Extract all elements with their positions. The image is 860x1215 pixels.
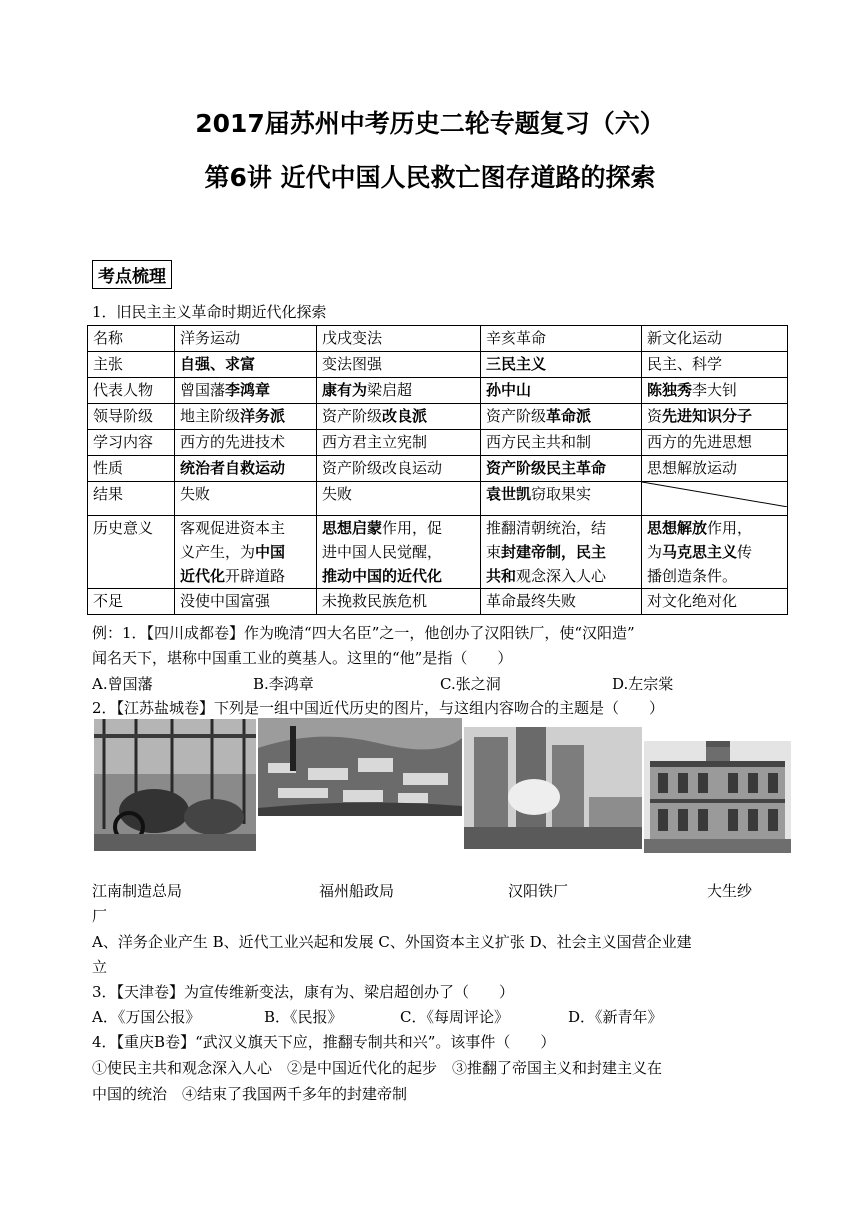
table-cell: 统治者自救运动 xyxy=(175,456,317,482)
header-cell: 名称 xyxy=(88,326,175,352)
option-a: A.曾国藩 xyxy=(92,675,153,693)
row-label: 不足 xyxy=(88,589,175,615)
option-d: D.左宗棠 xyxy=(612,675,674,693)
table-row xyxy=(88,589,788,615)
header-cell: 新文化运动 xyxy=(642,326,788,352)
cell-text: 地主阶级 xyxy=(180,407,241,425)
cell-text-bold: 革命派 xyxy=(546,407,592,425)
option-d: D．《新青年》 xyxy=(568,1008,663,1026)
cell-text-bold: 马克思主义 xyxy=(662,543,738,561)
table-row xyxy=(88,404,788,430)
table-row xyxy=(88,456,788,482)
hanyang-ironworks-photo xyxy=(464,727,642,849)
table-caption: 1．旧民主主义革命时期近代化探索 xyxy=(92,303,327,321)
document-title: 2017届苏州中考历史二轮专题复习（六） xyxy=(195,109,665,138)
question-1-line-1: 例：1．【四川成都卷】作为晚清“四大名臣”之一，他创办了汉阳铁厂，使“汉阳造” xyxy=(92,624,635,642)
cell-text: 资 xyxy=(647,407,663,425)
question-4-line-2: ①使民主共和观念深入人心 ②是中国近代化的起步 ③推翻了帝国主义和封建主义在 xyxy=(92,1059,663,1077)
cell-text: 束 xyxy=(486,543,502,561)
cell-text: 为 xyxy=(647,543,663,561)
question-2-options-line-1: A、洋务企业产生 B、近代工业兴起和发展 C、外国资本主义扩张 D、社会主义国营企业建 xyxy=(92,933,692,951)
option-b: B．《民报》 xyxy=(264,1008,343,1026)
table-cell: 西方君主立宪制 xyxy=(317,430,481,456)
caption-fuzhou: 福州船政局 xyxy=(319,882,395,900)
cell-text: 进中国人民觉醒， xyxy=(322,543,443,561)
question-3-line-1: 3．【天津卷】为宣传维新变法，康有为、梁启超创办了（ ） xyxy=(92,983,515,1001)
table-cell xyxy=(175,516,317,589)
table-row xyxy=(88,352,788,378)
table-cell xyxy=(481,482,642,516)
table-cell: 革命最终失败 xyxy=(481,589,642,615)
header-cell: 洋务运动 xyxy=(175,326,317,352)
table-cell xyxy=(642,404,788,430)
table-cell: 西方的先进思想 xyxy=(642,430,788,456)
row-label: 领导阶级 xyxy=(88,404,175,430)
table-cell xyxy=(317,378,481,404)
table-cell xyxy=(175,404,317,430)
empty-diagonal-cell xyxy=(642,482,788,516)
cell-text-bold: ， xyxy=(561,543,577,561)
cell-text: 开辟道路 xyxy=(225,567,286,585)
dasheng-mill-photo xyxy=(644,741,791,853)
table-cell xyxy=(317,404,481,430)
cell-text: 梁启超 xyxy=(367,381,413,399)
table-cell: 失败 xyxy=(175,482,317,516)
table-cell: 孙中山 xyxy=(481,378,642,404)
lesson-title: 第6讲 近代中国人民救亡图存道路的探索 xyxy=(204,163,656,192)
cell-text: 资产阶级 xyxy=(486,407,547,425)
caption-jiangnan: 江南制造总局 xyxy=(92,882,183,900)
cell-text-bold: 共和 xyxy=(486,567,517,585)
cell-text: 曾国藩 xyxy=(180,381,226,399)
section-heading: 考点梳理 xyxy=(92,260,172,289)
table-cell: 西方的先进技术 xyxy=(175,430,317,456)
table-cell: 未挽救民族危机 xyxy=(317,589,481,615)
row-label: 结果 xyxy=(88,482,175,516)
table-cell: 对文化绝对化 xyxy=(642,589,788,615)
table-cell: 资产阶级改良运动 xyxy=(317,456,481,482)
question-4-line-1: 4．【重庆B卷】“武汉义旗天下应，推翻专制共和兴”。该事件（ ） xyxy=(92,1033,556,1051)
table-cell xyxy=(317,516,481,589)
table-cell: 民主、科学 xyxy=(642,352,788,378)
cell-text-bold: 近代化 xyxy=(180,567,226,585)
table-row xyxy=(88,516,788,589)
table-cell xyxy=(481,516,642,589)
cell-text: 作用， xyxy=(707,519,753,537)
table-header-row xyxy=(88,326,788,352)
cell-text-bold: 中国 xyxy=(255,543,286,561)
cell-text-bold: 陈独秀 xyxy=(647,381,693,399)
table-row xyxy=(88,430,788,456)
table-cell: 思想解放运动 xyxy=(642,456,788,482)
table-cell xyxy=(642,378,788,404)
cell-text-bold: 封建帝制 xyxy=(501,543,562,561)
cell-text-bold: 思想解放 xyxy=(647,519,708,537)
table-row xyxy=(88,482,788,516)
cell-text: 作用，促 xyxy=(382,519,443,537)
cell-text: 李大钊 xyxy=(692,381,738,399)
table-cell: 没使中国富强 xyxy=(175,589,317,615)
option-c: C.张之洞 xyxy=(440,675,501,693)
option-b: B.李鸿章 xyxy=(253,675,314,693)
jiangnan-arsenal-photo xyxy=(94,719,256,851)
caption-dasheng-wrap: 厂 xyxy=(92,907,108,925)
option-a: A．《万国公报》 xyxy=(92,1008,201,1026)
table-cell: 失败 xyxy=(317,482,481,516)
row-label: 性质 xyxy=(88,456,175,482)
cell-text-bold: 改良派 xyxy=(382,407,428,425)
table-cell: 自强、求富 xyxy=(175,352,317,378)
table-cell: 资产阶级民主革命 xyxy=(481,456,642,482)
cell-text-bold: 洋务派 xyxy=(240,407,286,425)
table-cell: 三民主义 xyxy=(481,352,642,378)
cell-text: 义产生，为 xyxy=(180,543,256,561)
caption-hanyang: 汉阳铁厂 xyxy=(508,882,569,900)
table-cell xyxy=(642,516,788,589)
diagonal-line-icon xyxy=(642,482,788,507)
caption-dasheng: 大生纱 xyxy=(707,882,753,900)
cell-text: 资产阶级 xyxy=(322,407,383,425)
cell-text-bold: 思想启蒙 xyxy=(322,519,383,537)
cell-text: 观念深入人心 xyxy=(516,567,607,585)
cell-text: 客观促进资本主 xyxy=(180,519,286,537)
cell-text: 窃取果实 xyxy=(531,485,592,503)
table-cell: 变法图强 xyxy=(317,352,481,378)
cell-text-bold: 袁世凯 xyxy=(486,485,532,503)
question-2-line-1: 2．【江苏盐城卷】下列是一组中国近代历史的图片，与这组内容吻合的主题是（ ） xyxy=(92,699,665,717)
row-label: 历史意义 xyxy=(88,516,175,589)
cell-text: 播创造条件。 xyxy=(647,567,738,585)
table-cell xyxy=(481,404,642,430)
cell-text-bold: 康有为 xyxy=(322,381,368,399)
row-label: 学习内容 xyxy=(88,430,175,456)
table-row xyxy=(88,378,788,404)
header-cell: 辛亥革命 xyxy=(481,326,642,352)
fuzhou-navy-yard-photo xyxy=(258,718,462,816)
question-4-line-3: 中国的统治 ④结束了我国两千多年的封建帝制 xyxy=(92,1085,408,1103)
cell-text-bold: 李鸿章 xyxy=(225,381,271,399)
question-1-line-2: 闻名天下，堪称中国重工业的奠基人。这里的“他”是指（ ） xyxy=(92,649,513,667)
cell-text-bold: 推动中国的近代化 xyxy=(322,567,443,585)
cell-text: 推翻清朝统治，结 xyxy=(486,519,607,537)
table-cell xyxy=(175,378,317,404)
table-cell: 西方民主共和制 xyxy=(481,430,642,456)
cell-text-bold: 先进知识分子 xyxy=(662,407,753,425)
cell-text-bold: 民主 xyxy=(576,543,607,561)
option-c: C．《每周评论》 xyxy=(400,1008,509,1026)
row-label: 主张 xyxy=(88,352,175,378)
row-label: 代表人物 xyxy=(88,378,175,404)
cell-text: 传 xyxy=(737,543,753,561)
question-2-options-line-2: 立 xyxy=(92,958,108,976)
header-cell: 戊戌变法 xyxy=(317,326,481,352)
modernization-table xyxy=(87,325,788,615)
